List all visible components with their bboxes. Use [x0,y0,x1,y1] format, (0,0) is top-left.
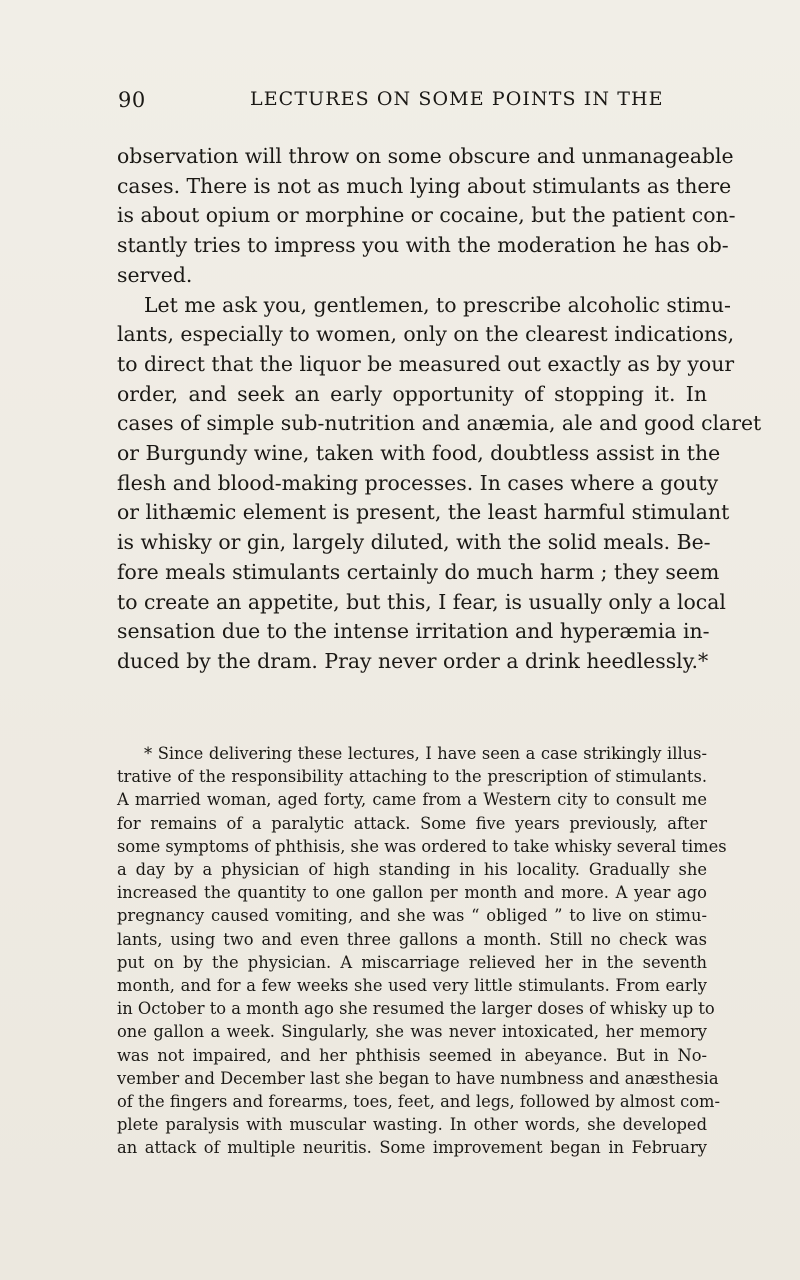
footnote-line: trative of the responsibility attaching to the prescription of stimulants. [117,767,707,787]
footnote-line: for remains of a paralytic attack. Some five years previously, after [117,813,707,833]
footnote-line: one gallon a week. Singularly, she was never intoxicated, her memory [117,1022,707,1042]
body-line: sensation due to the intense irritation and hyperæmia in- [117,619,710,644]
body-line: fore meals stimulants certainly do much harm ; they seem [117,559,720,584]
body-line: duced by the dram. Pray never order a drink heedlessly.* [117,648,709,673]
footnote-line: some symptoms of phthisis, she was ordered to take whisky several times [117,836,727,856]
footnote-line: put on by the physician. A miscarriage relieved her in the seventh [117,952,707,972]
page-header [118,88,698,118]
footnote-line: pregnancy caused vomiting, and she was “ obliged ” to live on stimu- [117,906,707,926]
body-line: lants, especially to women, only on the clearest indications, [117,322,735,347]
body-line: to create an appetite, but this, I fear, is usually only a local [117,589,726,614]
footnote-line: of the fingers and forearms, toes, feet, and legs, followed by almost com- [117,1092,720,1112]
body-line: order, and seek an early opportunity of stopping it. In [117,381,707,406]
body-line: cases of simple sub-nutrition and anæmia, ale and good claret [117,411,762,436]
body-line: stantly tries to impress you with the moderation he has ob- [117,233,729,258]
body-line: cases. There is not as much lying about stimulants as there [117,173,732,198]
footnote-line: * Since delivering these lectures, I have seen a case strikingly illus- [144,744,707,763]
footnote-line: a day by a physician of high standing in his locality. Gradually she [117,860,707,880]
running-head: LECTURES ON SOME POINTS IN THE [250,88,664,110]
body-line: Let me ask you, gentlemen, to prescribe alcoholic stimu- [144,292,731,317]
footnote-line: vember and December last she began to have numbness and anæsthesia [117,1068,719,1088]
footnote-line: lants, using two and even three gallons a month. Still no check was [117,929,707,949]
body-line: or Burgundy wine, taken with food, doubtless assist in the [117,441,721,466]
page-number: 90 [118,88,146,112]
body-text [117,142,762,677]
body-line: is whisky or gin, largely diluted, with the solid meals. Be- [117,530,711,555]
body-line: observation will throw on some obscure and unmanageable [117,144,734,168]
footnote-line: month, and for a few weeks she used very little stimulants. From early [117,976,707,996]
footnote-line: was not impaired, and her phthisis seemed in abeyance. But in No- [117,1045,707,1065]
footnote-line: plete paralysis with muscular wasting. In other words, she developed [117,1115,707,1135]
footnote-line: increased the quantity to one gallon per month and more. A year ago [117,883,707,903]
footnote-line: an attack of multiple neuritis. Some improvement began in February [117,1138,707,1158]
footnote-line: in October to a month ago she resumed the larger doses of whisky up to [117,999,715,1019]
body-line: flesh and blood-making processes. In cases where a gouty [117,470,719,495]
footnote [117,742,727,1160]
body-line: or lithæmic element is present, the least harmful stimulant [117,500,730,525]
body-line: to direct that the liquor be measured out exactly as by your [117,351,735,376]
body-line: served. [117,262,193,287]
body-line: is about opium or morphine or cocaine, but the patient con- [117,203,736,228]
footnote-line: A married woman, aged forty, came from a Western city to consult me [117,790,707,810]
